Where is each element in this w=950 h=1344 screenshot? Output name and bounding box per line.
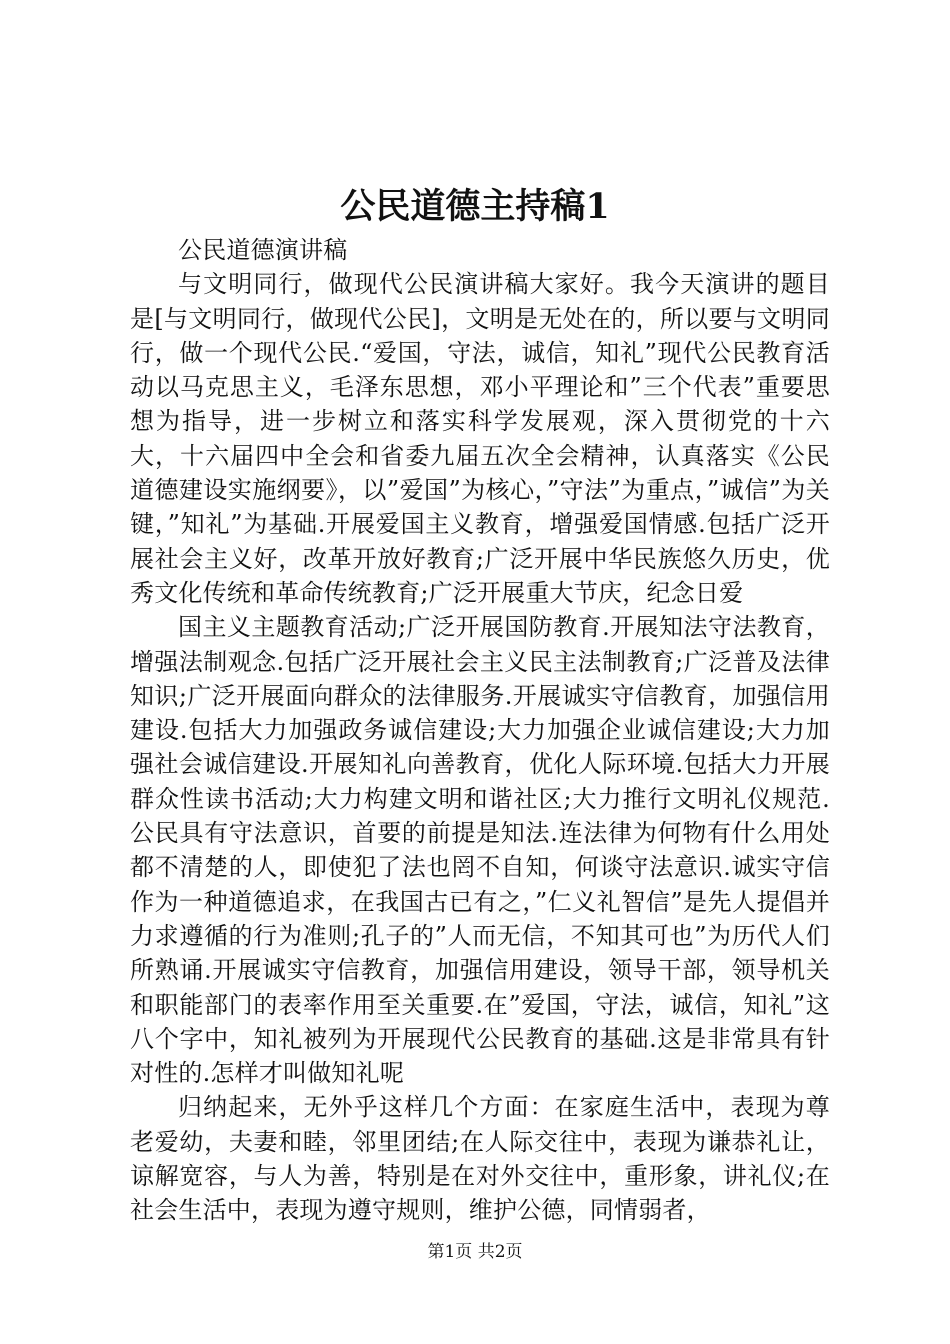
page-title: 公民道德主持稿1: [340, 186, 610, 227]
paragraph: 国主义主题教育活动;广泛开展国防教育.开展知法守法教育，增强法制观念.包括广泛开展社会主义民主法制教育;广泛普及法律知识;广泛开展面向群众的法律服务.开展诚实守信教育，加强信用建设.包括大力加强政务诚信建设;大力加强企业诚信建设;大力加强社会诚信建设.开展知礼向善教育，优化人际环境.包括大力开展群众性读书活动;大力构建文明和谐社区;大力推行文明礼仪规范.公民具有守法意识，首要的前提是知法.连法律为何物有什么用处都不清楚的人，即使犯了法也罔不自知，何谈守法意识.诚实守信作为一种道德追求，在我国古已有之，”仁义礼智信”是先人提倡并力求遵循的行为准则;孔子的”人而无信，不知其可也”为历代人们所熟诵.开展诚实守信教育，加强信用建设，领导干部，领导机关和职能部门的表率作用至关重要.在”爱国，守法，诚信，知礼”这八个字中，知礼被列为开展现代公民教育的基础.这是非常具有针对性的.怎样才叫做知礼呢: [130, 613, 830, 1088]
paragraph: 归纳起来，无外乎这样几个方面：在家庭生活中，表现为尊老爱幼，夫妻和睦，邻里团结;在人际交往中，表现为谦恭礼让，谅解宽容，与人为善，特别是在对外交往中，重形象，讲礼仪;在社会生活中，表现为遵守规则，维护公德，同情弱者，: [130, 1093, 830, 1225]
page-footer: 第1页 共2页: [427, 1242, 523, 1262]
paragraph: 与文明同行，做现代公民演讲稿大家好。我今天演讲的题目是[与文明同行，做现代公民]，文明是无处在的，所以要与文明同行，做一个现代公民.“爱国，守法，诚信，知礼”现代公民教育活动以马克思主义，毛泽东思想，邓小平理论和”三个代表”重要思想为指导，进一步树立和落实科学发展观，深入贯彻党的十六大，十六届四中全会和省委九届五次全会精神，认真落实《公民道德建设实施纲要》，以”爱国”为核心，”守法”为重点，”诚信”为关键，”知礼”为基础.开展爱国主义教育，增强爱国情感.包括广泛开展社会主义好，改革开放好教育;广泛开展中华民族悠久历史，优秀文化传统和革命传统教育;广泛开展重大节庆，纪念日爱: [130, 270, 830, 607]
document-body: [130, 233, 830, 1228]
paragraph-subtitle: 公民道德演讲稿: [178, 236, 348, 264]
